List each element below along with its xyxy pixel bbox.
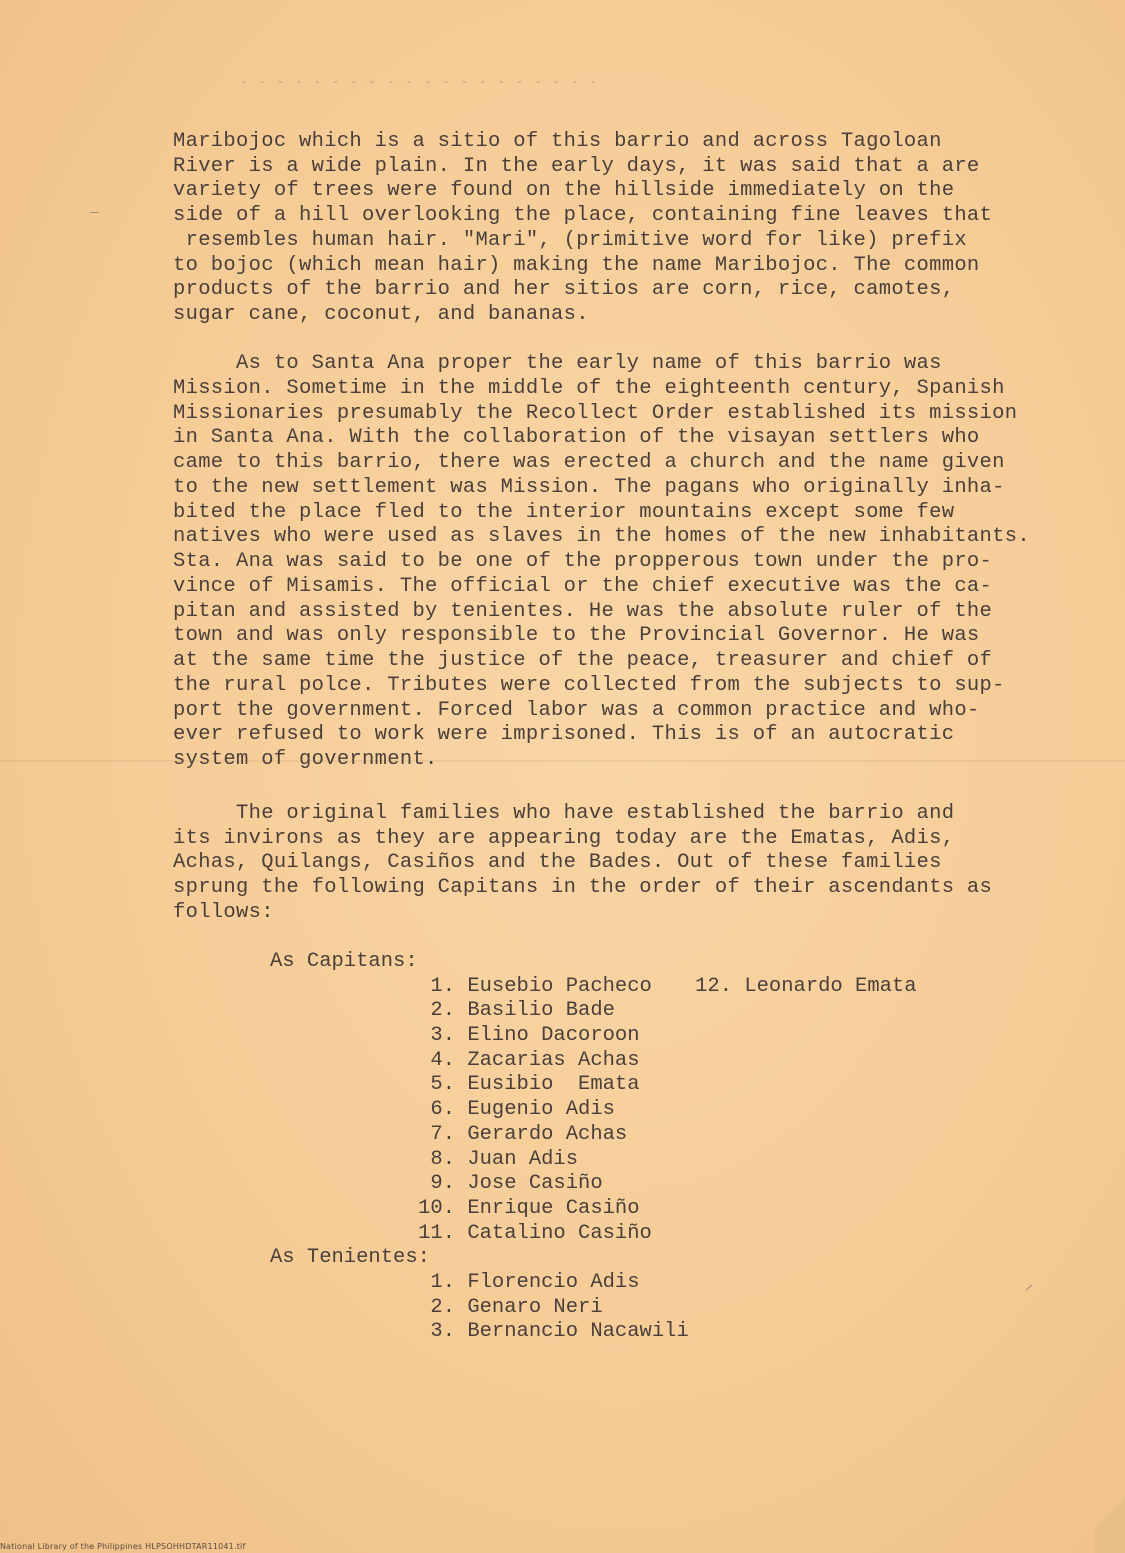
item-number: 9. [430, 1172, 455, 1195]
item-name: Enrique Casiño [467, 1197, 640, 1220]
archive-footer: National Library of the Philippines HLPSOHHDTAR11041.tif [0, 1542, 246, 1551]
list-item [415, 1197, 640, 1222]
item-number: 12. [695, 975, 732, 998]
p2-line: town and was only responsible to the Provincial Governor. He was [173, 624, 980, 647]
item-name: Catalino Casiño [467, 1222, 652, 1245]
header-marks: - - - - - - - - - - - - - - - - - - - - [240, 75, 599, 89]
smudge-mark: — [1020, 1279, 1038, 1297]
p2-line: in Santa Ana. With the collaboration of the visayan settlers who [173, 426, 980, 449]
list-item [415, 975, 652, 1000]
tenientes-label: As Tenientes: [270, 1246, 430, 1269]
p1-line: products of the barrio and her sitios are corn, rice, camotes, [173, 278, 955, 301]
item-name: Jose Casiño [467, 1172, 603, 1195]
capitans-label: As Capitans: [270, 950, 418, 973]
item-number: 3. [430, 1320, 455, 1343]
p2-line: Missionaries presumably the Recollect Order established its mission [173, 402, 1018, 425]
item-name: Zacarias Achas [467, 1049, 640, 1072]
list-item [415, 1073, 640, 1098]
item-name: Bernancio Nacawili [467, 1320, 689, 1343]
item-number: 6. [430, 1098, 455, 1121]
p3-line: its invirons as they are appearing today are the Ematas, Adis, [173, 827, 955, 850]
p2-line: the rural polce. Tributes were collected from the subjects to sup- [173, 674, 1005, 697]
item-name: Eugenio Adis [467, 1098, 615, 1121]
list-item [415, 1320, 689, 1345]
list-item [415, 1123, 627, 1148]
item-number: 2. [430, 999, 455, 1022]
p3-line: Achas, Quilangs, Casiños and the Bades. Out of these families [173, 851, 942, 874]
p2-line: As to Santa Ana proper the early name of this barrio was [173, 352, 942, 375]
p1-line: variety of trees were found on the hillside immediately on the [173, 179, 955, 202]
p1-line: River is a wide plain. In the early days, it was said that a are [173, 155, 980, 178]
item-number: 4. [430, 1049, 455, 1072]
list-item [415, 1049, 640, 1074]
item-number: 8. [430, 1148, 455, 1171]
list-item [415, 1172, 603, 1197]
item-number: 7. [430, 1123, 455, 1146]
item-name: Genaro Neri [467, 1296, 603, 1319]
p2-line: bited the place fled to the interior mountains except some few [173, 501, 955, 524]
item-name: Leonardo Emata [744, 975, 917, 998]
item-number: 3. [430, 1024, 455, 1047]
smudge-mark: — [90, 205, 99, 221]
p2-line: natives who were used as slaves in the homes of the new inhabitants. [173, 525, 1030, 548]
p2-line: ever refused to work were imprisoned. This is of an autocratic [173, 723, 955, 746]
list-item [415, 1024, 640, 1049]
list-item [415, 1296, 603, 1321]
p2-line: Sta. Ana was said to be one of the propperous town under the pro- [173, 550, 993, 573]
item-name: Gerardo Achas [467, 1123, 628, 1146]
p2-line: port the government. Forced labor was a common practice and who- [173, 699, 980, 722]
list-item [415, 1148, 578, 1173]
page-corner-tear [1095, 1473, 1125, 1553]
p3-line: sprung the following Capitans in the order of their ascendants as [173, 876, 993, 899]
item-name: Florencio Adis [467, 1271, 640, 1294]
p2-line: pitan and assisted by tenientes. He was the absolute ruler of the [173, 600, 993, 623]
p2-line: to the new settlement was Mission. The pagans who originally inha- [173, 476, 1005, 499]
p1-line: to bojoc (which mean hair) making the name Maribojoc. The common [173, 254, 980, 277]
item-number: 1. [430, 1271, 455, 1294]
p3-line: The original families who have established the barrio and [173, 802, 955, 825]
item-name: Basilio Bade [467, 999, 615, 1022]
p2-line: vince of Misamis. The official or the chief executive was the ca- [173, 575, 993, 598]
item-number: 11. [418, 1222, 455, 1245]
item-number: 10. [418, 1197, 455, 1220]
list-item [415, 1098, 615, 1123]
list-item [415, 999, 615, 1024]
item-name: Elino Dacoroon [467, 1024, 640, 1047]
p1-line: Maribojoc which is a sitio of this barrio and across Tagoloan [173, 130, 942, 153]
item-name: Juan Adis [467, 1148, 579, 1171]
list-item [415, 1222, 652, 1247]
item-name: Eusebio Pacheco [467, 975, 652, 998]
p2-line: at the same time the justice of the peace, treasurer and chief of [173, 649, 993, 672]
item-number: 2. [430, 1296, 455, 1319]
list-item [692, 975, 917, 1000]
p2-line: came to this barrio, there was erected a church and the name given [173, 451, 1005, 474]
item-number: 5. [430, 1073, 455, 1096]
list-item [415, 1271, 640, 1296]
p2-line: Mission. Sometime in the middle of the eighteenth century, Spanish [173, 377, 1005, 400]
p1-line: side of a hill overlooking the place, containing fine leaves that [173, 204, 993, 227]
p2-line: system of government. [173, 748, 438, 771]
item-name: Eusibio Emata [467, 1073, 640, 1096]
p1-line: resembles human hair. "Mari", (primitive word for like) prefix [173, 229, 967, 252]
item-number: 1. [430, 975, 455, 998]
p3-line: follows: [173, 901, 274, 924]
p1-line: sugar cane, coconut, and bananas. [173, 303, 589, 326]
